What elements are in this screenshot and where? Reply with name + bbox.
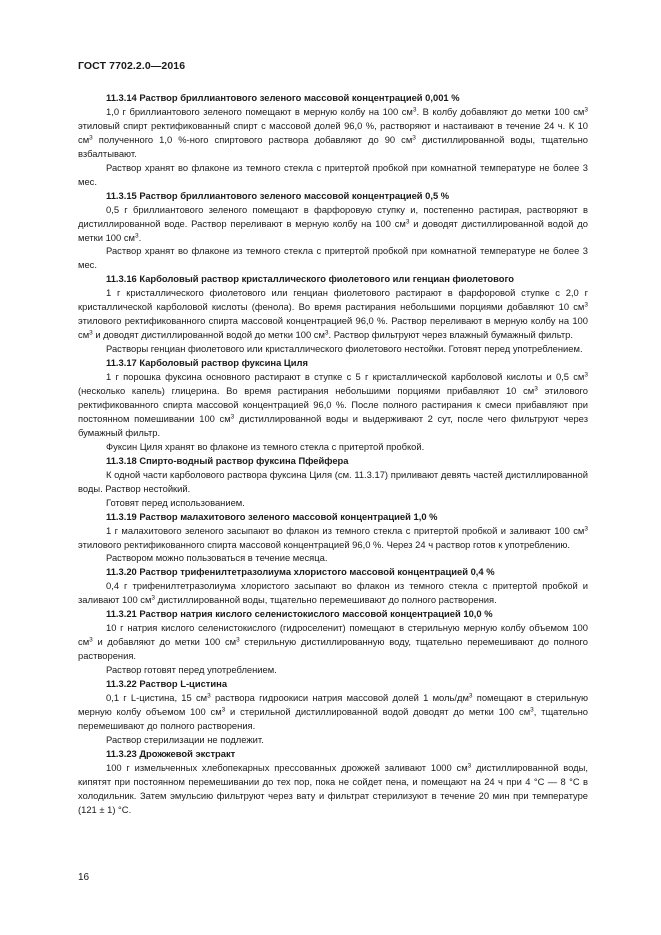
section-heading: 11.3.18 Спирто-водный раствор фуксина Пфейфера bbox=[106, 454, 349, 466]
paragraph: Раствор хранят во флаконе из темного стекла с притертой пробкой при комнатной температуре не более 3 мес. bbox=[78, 161, 588, 187]
section-heading: 11.3.19 Раствор малахитового зеленого массовой концентрацией 1,0 % bbox=[106, 510, 438, 522]
section-heading: 11.3.17 Карболовый раствор фуксина Циля bbox=[106, 357, 308, 369]
paragraph: Фуксин Циля хранят во флаконе из темного стекла с притертой пробкой. bbox=[106, 440, 425, 452]
section-heading: 11.3.14 Раствор бриллиантового зеленого массовой концентрацией 0,001 % bbox=[106, 92, 460, 103]
paragraph: 1 г малахитового зеленого засыпают во флакон из темного стекла с притертой пробкой и заливают 100 $см^3$ этилового ректификованного спирта массовой концентрацией 96,0 %. Через 24 ч раствор готов к употреблению. bbox=[78, 524, 588, 550]
page-number: 16 bbox=[78, 872, 90, 883]
paragraph: 100 г измельченных хлебопекарных прессованных дрожжей заливают 1000 $см^3$ дистиллированной воды, кипятят при постоянном перемешивании до тех пор, пока не сойдет пена, и помещают на 24 ч при 4 °C — 8 °C в холодильник. Затем эмульсию фильтруют через вату и фильтрат стерилизуют в течение 20 мин при температуре (121 ± 1) °C. bbox=[78, 761, 588, 815]
paragraph: Готовят перед использованием. bbox=[106, 496, 245, 508]
paragraph: 0,5 г бриллиантового зеленого помещают в фарфоровую ступку и, постепенно растирая, растворяют в дистиллированной воде. Раствор переливают в мерную колбу на 100 $см^3$ и доводят дистиллированной водой до метки 100 $см^3$. bbox=[78, 203, 588, 243]
paragraph: 1 г кристаллического фиолетового или генциан фиолетового растирают в фарфоровой ступке с 2,0 г кристаллической карболовой кислоты (фенола). Во время растирания небольшими порциями добавляют 10 $см^3$ этилового ректификованного спирта массовой концентрацией 96,0 %. Раствор переливают в мерную колбу на 100 $см^3$ и доводят дистиллированной водой до метки 100 $см^3$. Раствор фильтруют через влажный бумажный фильтр. bbox=[78, 287, 588, 341]
section-heading: 11.3.16 Карболовый раствор кристаллического фиолетового или генциан фиолетового bbox=[106, 273, 514, 285]
section-heading: 11.3.21 Раствор натрия кислого селенистокислого массовой концентрацией 10,0 % bbox=[106, 608, 493, 620]
paragraph: Раствором можно пользоваться в течение месяца. bbox=[106, 552, 328, 564]
section-heading: 11.3.20 Раствор трифенилтетразолиума хлористого массовой концентрацией 0,4 % bbox=[106, 566, 495, 578]
section-heading: 11.3.22 Раствор L-цистина bbox=[106, 678, 228, 690]
section-heading: 11.3.15 Раствор бриллиантового зеленого массовой концентрацией 0,5 % bbox=[106, 189, 450, 201]
document-header: ГОСТ 7702.2.0—2016 bbox=[78, 60, 186, 72]
document-body bbox=[78, 91, 588, 817]
paragraph: 1 г порошка фуксина основного растирают в ступке с 5 г кристаллической карболовой кислоты и 0,5 $см^3$ (несколько капель) глицерина. Во время растирания небольшими порциями прибавляют 10 $см^3$ этилового ректификованного спирта массовой концентрацией 96,0 %. После полного растирания к смеси прибавляют при постоянном помешивании 100 $см^3$ дистиллированной воды и выдерживают 2 сут, после чего фильтруют через бумажный фильтр. bbox=[78, 371, 588, 438]
paragraph: 0,1 г L-цистина, 15 $см^3$ раствора гидроокиси натрия массовой долей 1 моль/$дм^3$ помещают в стерильную мерную колбу объемом 100 $см^3$ и стерильной дистиллированной водой доводят до метки 100 $см^3$, тщательно перемешивают до полного растворения. bbox=[78, 691, 589, 731]
paragraph: Раствор стерилизации не подлежит. bbox=[106, 733, 264, 745]
paragraph: К одной части карболового раствора фуксина Циля (см. 11.3.17) приливают девять частей дистиллированной воды. Раствор нестойкий. bbox=[78, 468, 588, 494]
section-heading: 11.3.23 Дрожжевой экстракт bbox=[106, 747, 236, 759]
paragraph: Раствор готовят перед употреблением. bbox=[106, 664, 277, 676]
paragraph: 0,4 г трифенилтетразолиума хлористого засыпают во флакон из темного стекла с притертой пробкой и заливают 100 $см^3$ дистиллированной воды, тщательно перемешивают до полного растворения. bbox=[78, 580, 588, 606]
paragraph: 1,0 г бриллиантового зеленого помещают в мерную колбу на 100 $см^3$. В колбу добавляют до метки 100 $см^3$ этиловый спирт ректификованный спирт с массовой долей 96,0 %, растворяют и настаивают в течение 24 ч. К 10 $см^3$ полученного 1,0 %-ного спиртового раствора добавляют до 90 $см^3$ дистиллированной воды, тщательно взбалтывают. bbox=[78, 105, 588, 159]
paragraph: 10 г натрия кислого селенистокислого (гидроселенит) помещают в стерильную мерную колбу объемом 100 $см^3$ и добавляют до метки 100 $см^3$ стерильную дистиллированную воду, тщательно перемешивают до полного растворения. bbox=[78, 622, 588, 662]
paragraph: Растворы генциан фиолетового или кристаллического фиолетового нестойки. Готовят перед употреблением. bbox=[106, 343, 583, 355]
paragraph: Раствор хранят во флаконе из темного стекла с притертой пробкой при комнатной температуре не более 3 мес. bbox=[78, 245, 588, 271]
